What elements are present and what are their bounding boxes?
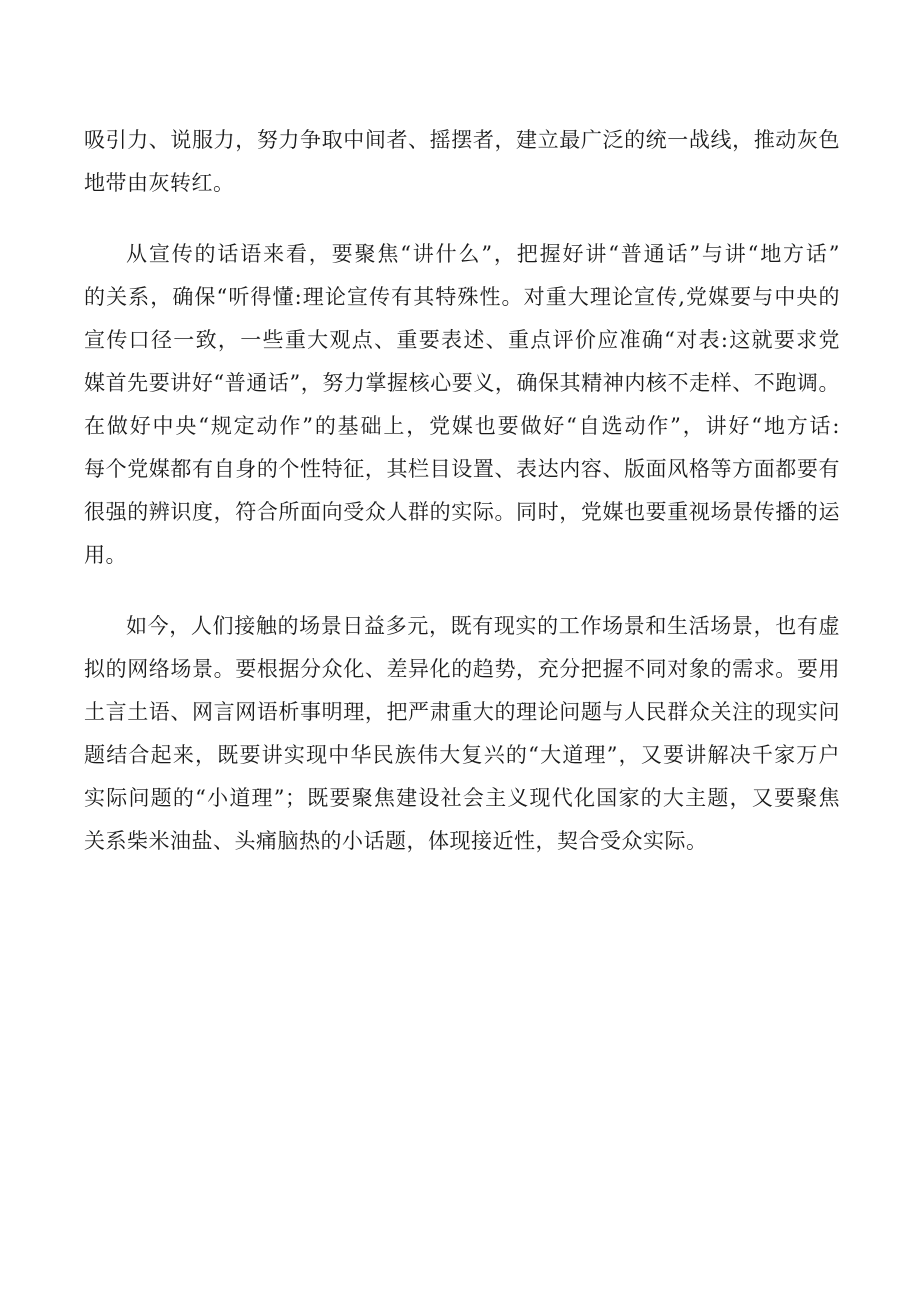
paragraph-line: 每个党媒都有自身的个性特征，其栏目设置、表达内容、版面风格等方面都要有 — [84, 457, 840, 481]
paragraph-line: 用。 — [84, 543, 127, 567]
paragraph-line: 土言土语、网言网语析事明理，把严肃重大的理论问题与人民群众关注的现实问 — [84, 700, 840, 724]
paragraph-gap — [84, 205, 840, 233]
paragraph-line: 地带由灰转红。 — [84, 171, 235, 195]
paragraph-line: 如今，人们接触的场景日益多元，既有现实的工作场景和生活场景，也有虚 — [126, 614, 840, 638]
document-body — [84, 119, 840, 863]
paragraph-line: 吸引力、说服力，努力争取中间者、摇摆者，建立最广泛的统一战线，推动灰色 — [84, 128, 840, 152]
paragraph-line: 的关系，确保“听得懂:理论宣传有其特殊性。对重大理论宣传,党媒要与中央的 — [84, 285, 840, 309]
paragraph-line: 题结合起来，既要讲实现中华民族伟大复兴的“大道理”，又要讲解决千家万户 — [84, 743, 840, 767]
paragraph-line: 从宣传的话语来看，要聚焦“讲什么”，把握好讲“普通话”与讲“地方话” — [126, 242, 840, 266]
paragraph-line: 拟的网络场景。要根据分众化、差异化的趋势，充分把握不同对象的需求。要用 — [84, 657, 840, 681]
paragraph-line: 媒首先要讲好“普通话”，努力掌握核心要义，确保其精神内核不走样、不跑调。 — [84, 371, 840, 395]
paragraph-line: 实际问题的“小道理”；既要聚焦建设社会主义现代化国家的大主题，又要聚焦 — [84, 786, 840, 810]
paragraph-line: 很强的辨识度，符合所面向受众人群的实际。同时，党媒也要重视场景传播的运 — [84, 500, 840, 524]
paragraph-2 — [84, 233, 840, 577]
paragraph-3 — [84, 605, 840, 863]
paragraph-gap — [84, 577, 840, 605]
paragraph-1 — [84, 119, 840, 205]
paragraph-line: 宣传口径一致，一些重大观点、重要表述、重点评价应准确“对表:这就要求党 — [84, 328, 840, 352]
paragraph-line: 在做好中央“规定动作”的基础上，党媒也要做好“自选动作”，讲好“地方话: — [84, 414, 840, 438]
paragraph-line: 关系柴米油盐、头痛脑热的小话题，体现接近性，契合受众实际。 — [84, 829, 708, 853]
